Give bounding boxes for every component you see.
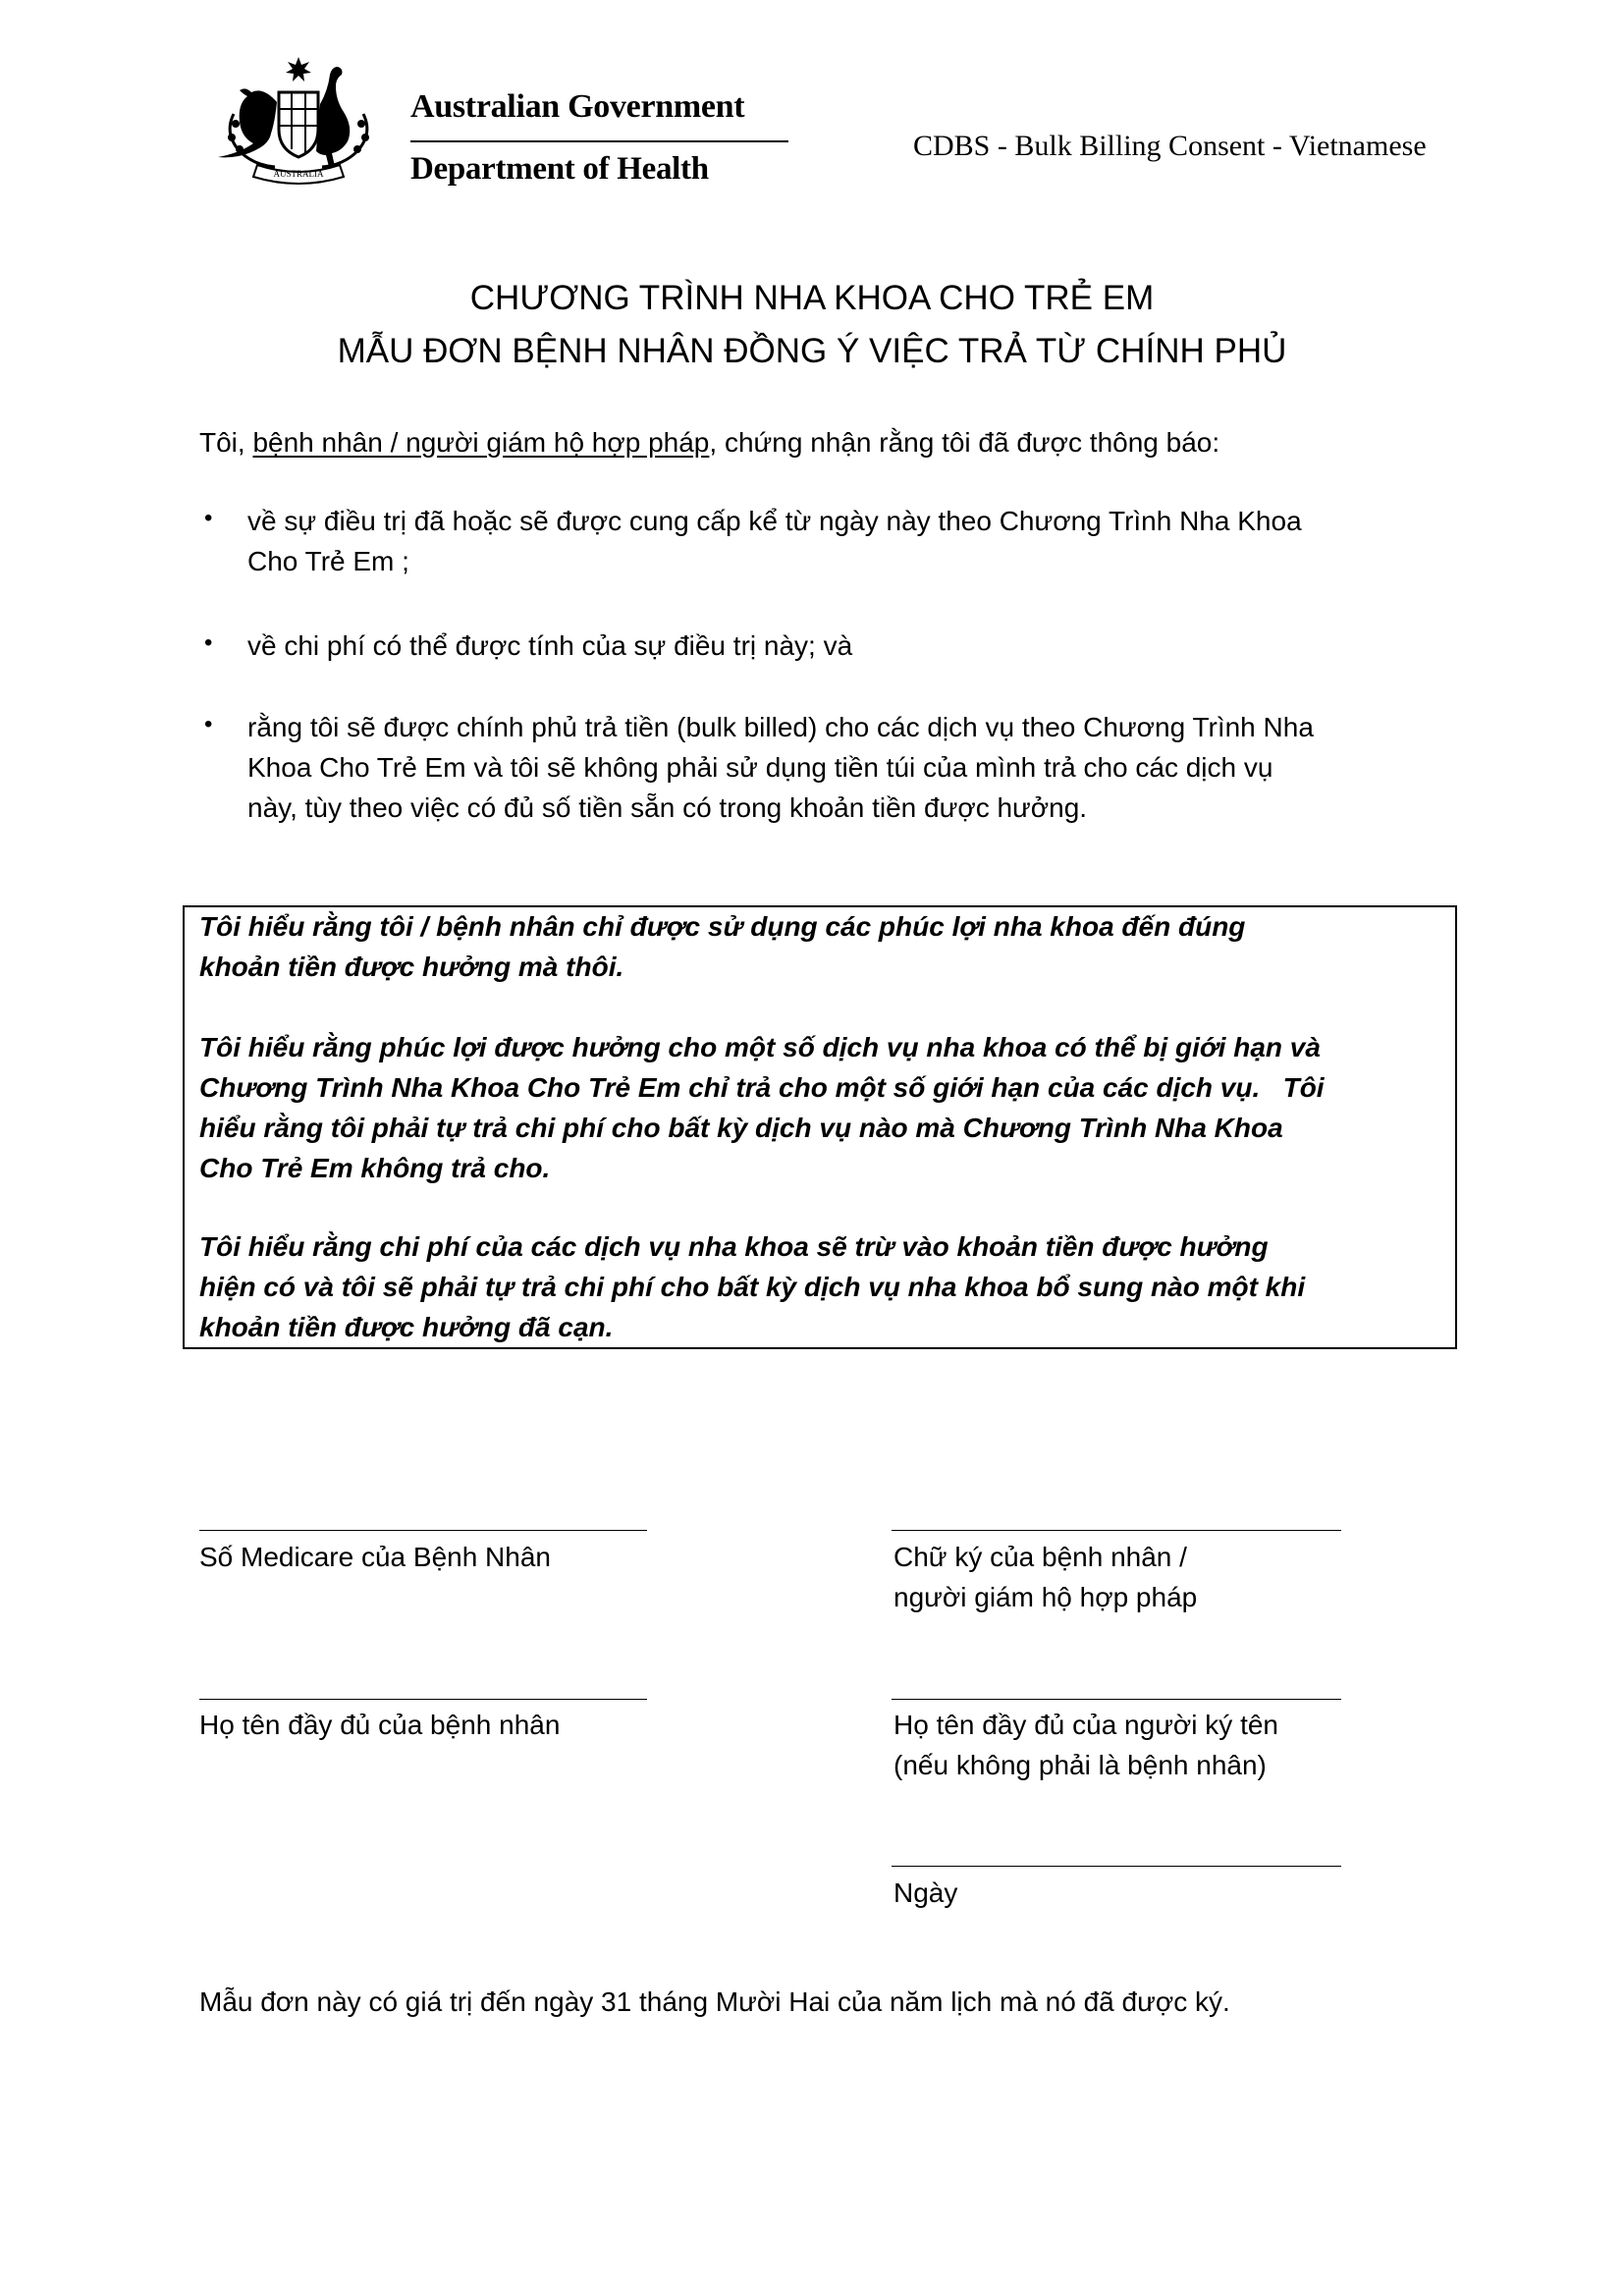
signature-label	[893, 1537, 1197, 1617]
label-line: người giám hộ hợp pháp	[893, 1582, 1198, 1612]
bullet-line: Khoa Cho Trẻ Em và tôi sẽ không phải sử dụng tiền túi của mình trả cho các dịch vụ	[247, 752, 1273, 783]
acknowledgement-paragraph-3	[199, 1226, 1305, 1347]
coat-of-arms-logo	[194, 55, 403, 202]
date-field[interactable]	[892, 1866, 1341, 1867]
page-title-line-2: MẪU ĐƠN BỆNH NHÂN ĐỒNG Ý VIỆC TRẢ TỪ CHÍNH PHỦ	[337, 332, 1287, 370]
medicare-number-field[interactable]	[199, 1530, 647, 1531]
acknowledgement-paragraph-2	[199, 1027, 1325, 1188]
notice-line: hiểu rằng tôi phải tự trả chi phí cho bất kỳ dịch vụ nào mà Chương Trình Nha Khoa	[199, 1113, 1283, 1143]
notice-line: khoản tiền được hưởng đã cạn.	[199, 1312, 614, 1342]
notice-line: Cho Trẻ Em không trả cho.	[199, 1153, 551, 1183]
label-line: Họ tên đầy đủ của người ký tên	[893, 1710, 1278, 1740]
date-label: Ngày	[893, 1877, 958, 1908]
bullet-marker: •	[204, 505, 213, 531]
intro-underlined-role: bệnh nhân / người giám hộ hợp pháp	[252, 427, 710, 458]
notice-line: Tôi hiểu rằng tôi / bệnh nhân chỉ được sử dụng các phúc lợi nha khoa đến đúng	[199, 911, 1246, 942]
notice-line: Tôi hiểu rằng phúc lợi được hưởng cho một số dịch vụ nha khoa có thể bị giới hạn và	[199, 1032, 1321, 1062]
acknowledgement-paragraph-1	[199, 906, 1245, 987]
bullet-marker: •	[204, 711, 213, 737]
label-line: (nếu không phải là bệnh nhân)	[893, 1750, 1267, 1780]
signer-full-name-field[interactable]	[892, 1699, 1341, 1700]
header-divider	[410, 140, 788, 142]
notice-line: Tôi hiểu rằng chi phí của các dịch vụ nha khoa sẽ trừ vào khoản tiền được hưởng	[199, 1231, 1269, 1262]
page-title-line-1: CHƯƠNG TRÌNH NHA KHOA CHO TRẺ EM	[469, 279, 1155, 317]
notice-line: khoản tiền được hưởng mà thôi.	[199, 952, 624, 982]
bullet-item-cost	[247, 626, 852, 666]
intro-suffix: , chứng nhận rằng tôi đã được thông báo:	[709, 427, 1220, 458]
medicare-number-label: Số Medicare của Bệnh Nhân	[199, 1542, 551, 1572]
bullet-line: về sự điều trị đã hoặc sẽ được cung cấp kể từ ngày này theo Chương Trình Nha Khoa	[247, 506, 1302, 536]
svg-text:AUSTRALIA: AUSTRALIA	[273, 169, 324, 179]
label-line: Chữ ký của bệnh nhân /	[893, 1542, 1187, 1572]
department-name: Department of Health	[410, 151, 709, 187]
bullet-item-bulk-billing	[247, 707, 1314, 828]
patient-full-name-label: Họ tên đầy đủ của bệnh nhân	[199, 1710, 561, 1740]
signer-full-name-label	[893, 1705, 1278, 1785]
bullet-marker: •	[204, 629, 213, 656]
bullet-line: Cho Trẻ Em ;	[247, 546, 409, 576]
validity-statement: Mẫu đơn này có giá trị đến ngày 31 tháng Mười Hai của năm lịch mà nó đã được ký.	[199, 1986, 1230, 2017]
bullet-line: về chi phí có thể được tính của sự điều trị này; và	[247, 630, 853, 661]
document-code: CDBS - Bulk Billing Consent - Vietnamese	[913, 130, 1427, 162]
government-name: Australian Government	[410, 88, 745, 125]
intro-prefix: Tôi,	[199, 427, 253, 458]
notice-line: hiện có và tôi sẽ phải tự trả chi phí cho bất kỳ dịch vụ nha khoa bổ sung nào một khi	[199, 1272, 1306, 1302]
bullet-item-treatment	[247, 501, 1302, 581]
intro-statement	[199, 422, 1219, 462]
patient-full-name-field[interactable]	[199, 1699, 647, 1700]
bullet-line: rằng tôi sẽ được chính phủ trả tiền (bulk billed) cho các dịch vụ theo Chương Trình Nha	[247, 712, 1314, 742]
bullet-line: này, tùy theo việc có đủ số tiền sẵn có trong khoản tiền được hưởng.	[247, 792, 1088, 823]
notice-line: Chương Trình Nha Khoa Cho Trẻ Em chỉ trả cho một số giới hạn của các dịch vụ. Tôi	[199, 1072, 1325, 1103]
signature-field[interactable]	[892, 1530, 1341, 1531]
